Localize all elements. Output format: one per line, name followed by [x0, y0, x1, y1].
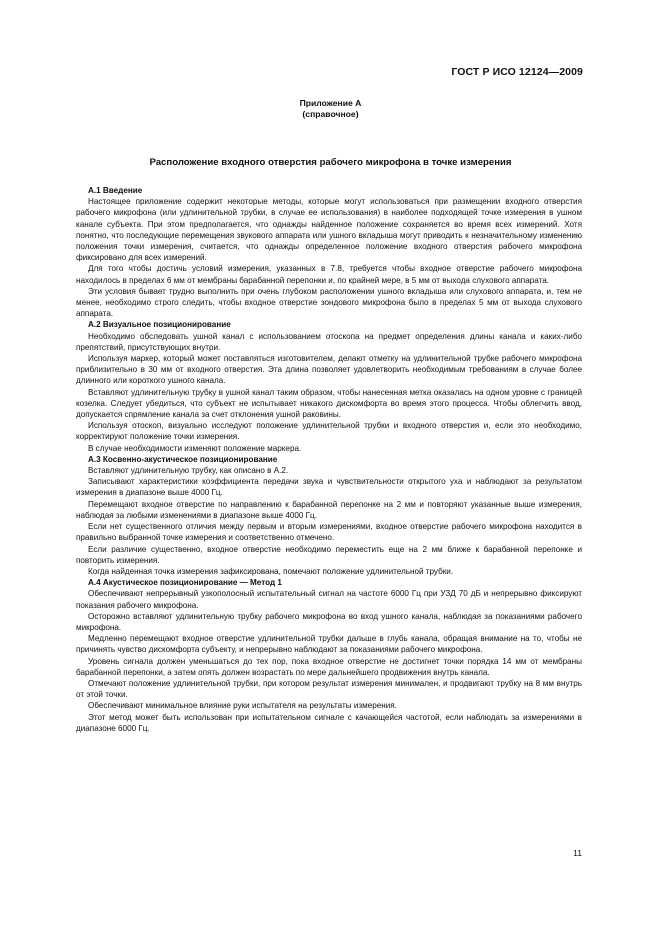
- paragraph: Записывают характеристики коэффициента передачи звука и чувствительности открытого уха и наблюдают за результатом измерения в диапазоне выше 4000 Гц.: [76, 477, 582, 498]
- document-body: [76, 185, 582, 734]
- paragraph: Этот метод может быть использован при испытательном сигнале с качающейся частотой, если наблюдать за измерениями в диапазоне 6000 Гц.: [76, 712, 582, 733]
- paragraph: Эти условия бывает трудно выполнить при очень глубоком расположении ушного вкладыша или слухового аппарата, и, тем не менее, необходимо строго следить, чтобы входное отверстие зондового микрофона было в пределах 5 мм от выхода слухового аппарата.: [76, 286, 582, 319]
- paragraph: Необходимо обследовать ушной канал с использованием отоскопа на предмет определения длины канала и каких-либо препятствий, присутствующих внутри.: [76, 331, 582, 352]
- page-title: Расположение входного отверстия рабочего микрофона в точке измерения: [149, 157, 512, 168]
- section-heading-a3: А.3 Косвенно-акустическое позиционирование: [88, 454, 278, 464]
- section-heading-a1: А.1 Введение: [88, 186, 143, 195]
- paragraph: Если нет существенного отличия между первым и вторым измерениями, входное отверстие рабочего микрофона находится в правильно выбранной точке измерения и соответственно отмечено.: [76, 522, 582, 543]
- annex-subtitle: (справочное): [302, 109, 359, 119]
- annex-title: Приложение А: [299, 98, 362, 108]
- paragraph: Для того чтобы достичь условий измерения, указанных в 7.8, требуется чтобы входное отверстие рабочего микрофона находилось в пределах 6 мм от мембраны барабанной перепонки и, по крайней мере, в 5 мм от выхода слухового аппарата.: [76, 264, 582, 285]
- paragraph: Обеспечивают минимальное влияние руки испытателя на результаты измерения.: [88, 701, 397, 711]
- paragraph: Осторожно вставляют удлинительную трубку рабочего микрофона во вход ушного канала, наблюдая за показаниями рабочего микрофона.: [76, 611, 582, 632]
- paragraph: Вставляют удлинительную трубку, как описано в А.2.: [88, 466, 289, 476]
- paragraph: Если различие существенно, входное отверстие необходимо переместить еще на 2 мм ближе к барабанной перепонке и повторить измерения.: [76, 544, 582, 565]
- paragraph: Настоящее приложение содержит некоторые методы, которые могут использоваться при размещении входного отверстия рабочего микрофона (или удлинительной трубки, в случае ее использования) в наиболее подходящей точке измерения в ушном канале субъекта. При этом предполагается, что однажды найденное положение сохраняется во время всех измерений. Хотя понятно, что последующие перемещения звукового аппарата или ушного вкладыша могут приводить к незначительному изменению положения точки измерения, считается, что однажды определенное положение входного отверстия рабочего микрофона фиксировано для всех измерений.: [76, 197, 582, 263]
- section-heading-a4: А.4 Акустическое позиционирование — Метод 1: [88, 578, 282, 588]
- paragraph: Уровень сигнала должен уменьшаться до тех пор, пока входное отверстие не достигнет точки порядка 14 мм от мембраны барабанной перепонки, а затем опять должен возрастать по мере дальнейшего продвижения внутрь канала.: [76, 656, 582, 677]
- paragraph: Когда найденная точка измерения зафиксирована, помечают положение удлинительной трубки.: [88, 566, 454, 576]
- paragraph: Медленно перемещают входное отверстие удлинительной трубки дальше в глубь канала, обращая внимание на то, чтобы не причинять чувство дискомфорта субъекту, и непрерывно наблюдают за показаниями рабочего микрофона.: [76, 634, 582, 655]
- annex-heading: [0, 98, 661, 120]
- paragraph: Используя отоскоп, визуально исследуют положение удлинительной трубки и входного отверстия и, если это необходимо, корректируют положение точки измерения.: [76, 421, 582, 442]
- document-code: ГОСТ Р ИСО 12124—2009: [451, 66, 583, 78]
- paragraph: В случае необходимости изменяют положение маркера.: [88, 443, 302, 453]
- page-number: 11: [573, 848, 582, 858]
- paragraph: Вставляют удлинительную трубку в ушной канал таким образом, чтобы нанесенная метка оказалась на одном уровне с границей козелка. Следует убедиться, что субъект не испытывает никакого дискомфорта во время этого процесса. Чтобы облегчить ввод, допускается спрямление канала за счет отклонения ушной раковины.: [76, 387, 582, 420]
- section-heading-a2: А.2 Визуальное позиционирование: [88, 320, 231, 330]
- paragraph: Используя маркер, который может поставляться изготовителем, делают отметку на удлинительной трубке рабочего микрофона приблизительно в 30 мм от входного отверстия. Эта длина позволяет удовлетворить необходимым требованиям в случае более длинного или короткого ушного канала.: [76, 354, 582, 386]
- paragraph: Обеспечивают непрерывный узкополосный испытательный сигнал на частоте 6000 Гц при УЗД 70 дБ и непрерывно фиксируют показания рабочего микрофона.: [76, 589, 582, 610]
- paragraph: Отмечают положение удлинительной трубки, при котором результат измерения минимален, и продвигают трубку на 8 мм внутрь от этой точки.: [76, 678, 582, 700]
- paragraph: Перемещают входное отверстие по направлению к барабанной перепонке на 2 мм и повторяют указанные выше измерения, наблюдая за любыми изменениями в диапазоне выше 4000 Гц.: [76, 499, 582, 520]
